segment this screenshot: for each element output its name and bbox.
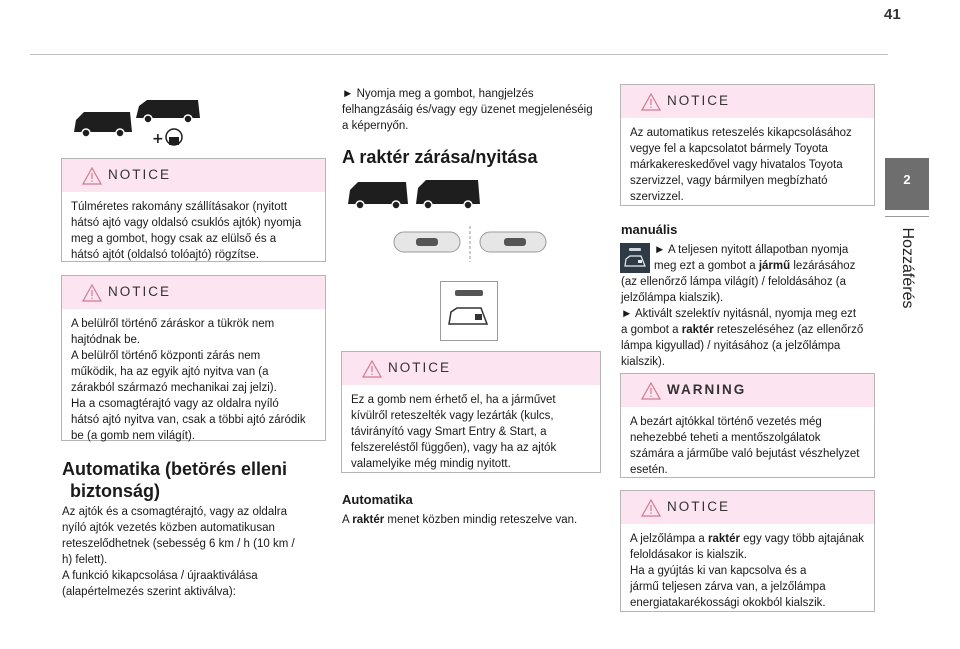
warning-triangle-icon <box>641 93 661 111</box>
body-line: Az ajtók és a csomagtérajtó, vagy az oldalra <box>62 506 288 518</box>
bold-term: raktér <box>352 514 385 526</box>
notice-line: hajtódnak be. <box>71 334 141 346</box>
notice-line: felszereléstől függően), vagy ha az ajtók <box>351 442 557 454</box>
notice-box-indicator-lamp <box>620 490 875 612</box>
warning-line: számára a járműbe való bejutást vészhelyzet <box>630 448 860 460</box>
notice-title: NOTICE <box>667 93 731 108</box>
plus-icon: + <box>152 131 164 147</box>
notice-line: Ez a gomb nem érhető el, ha a járművet <box>351 394 556 406</box>
notice-box-button-unavailable <box>341 351 601 473</box>
chapter-tab[interactable] <box>885 158 929 210</box>
text-run: a gombot a <box>621 324 682 336</box>
notice-line <box>630 531 865 547</box>
notice-line: hátsó ajtó nyitva van, csak a többi ajtó záródik <box>71 414 306 426</box>
notice-line: hátsó ajtó vagy oldalsó csuklós ajtók) nyomja <box>71 217 302 229</box>
warning-line: nehezebbé teheti a mentőszolgálatok <box>630 432 821 444</box>
notice-box-oversized-load <box>61 158 326 262</box>
notice-line: Az automatikus reteszelés kikapcsolásához <box>630 127 852 139</box>
section-heading-cargo: A raktér zárása/nyitása <box>342 147 538 167</box>
warning-title: WARNING <box>667 382 747 397</box>
notice-header <box>62 276 325 309</box>
body-line: lámpa kigyullad) / nyitásához (a jelzőlámpa <box>621 340 841 352</box>
notice-line: Ha a gyújtás ki van kapcsolva és a <box>630 565 807 577</box>
subheading-manual: manuális <box>621 222 678 237</box>
heading-line: Automatika (betörés elleni <box>62 459 288 479</box>
warning-triangle-icon <box>82 284 102 302</box>
bold-term: raktér <box>708 533 740 545</box>
notice-title: NOTICE <box>667 499 731 514</box>
body-line <box>621 258 879 274</box>
van-pair-lock-illustration <box>70 98 210 150</box>
text-run: menet közben mindig reteszelve van. <box>384 514 578 526</box>
header-rule <box>30 54 888 55</box>
notice-line: be (a gomb nem világít). <box>71 430 196 442</box>
chapter-number: 2 <box>903 172 911 187</box>
notice-line: zárakból származó mechanikai zaj jelzi). <box>71 382 277 394</box>
heading-line: biztonság) <box>70 481 160 501</box>
notice-line: távirányító vagy Smart Entry & Start, a <box>351 426 547 438</box>
van-pair-illustration <box>346 176 486 212</box>
notice-header <box>342 352 600 385</box>
cargo-lock-button[interactable] <box>440 281 498 341</box>
body-line: ► Aktivált szelektív nyitásnál, nyomja meg ezt <box>621 308 857 320</box>
warning-triangle-icon <box>641 382 661 400</box>
body-line: ► A teljesen nyitott állapotban nyomja <box>654 244 849 256</box>
body-line: (alapértelmezés szerint aktiválva): <box>62 586 236 598</box>
notice-title: NOTICE <box>108 284 172 299</box>
body-line: kialszik). <box>621 356 666 368</box>
body-line: felhangzásáig és/vagy egy üzenet megjelenéséig <box>342 104 593 116</box>
notice-box-inner-locking <box>61 275 326 441</box>
notice-box-auto-locking-disable <box>620 84 875 206</box>
warning-box-locked-doors <box>620 373 875 478</box>
section-body-automatic <box>62 504 332 600</box>
warning-triangle-icon <box>641 499 661 517</box>
bold-term: jármű <box>758 260 791 272</box>
text-run: lezárásához <box>790 260 856 272</box>
body-line: nyíló ajtók vezetés közben automatikusan <box>62 522 275 534</box>
notice-line: márkakereskedővel vagy hivatalos Toyota <box>630 159 843 171</box>
body-line: jelzőlámpa kialszik). <box>621 292 724 304</box>
page-number: 41 <box>884 6 901 23</box>
warning-line: esetén. <box>630 464 668 476</box>
text-run: A <box>342 514 353 526</box>
van-icon <box>74 112 132 132</box>
notice-line: szervizzel. <box>630 191 684 203</box>
body-line: (az ellenőrző lámpa világít) / feloldásához (a <box>621 276 847 288</box>
warning-triangle-icon <box>362 360 382 378</box>
text-run: meg ezt a gombot a <box>654 260 759 272</box>
warning-triangle-icon <box>82 167 102 185</box>
notice-line: Túlméretes rakomány szállításakor (nyitott <box>71 201 288 213</box>
van-lock-icon <box>441 282 497 340</box>
body-line <box>621 322 879 338</box>
body-line: reteszelődhetnek (sebesség 6 km / h (10 km / <box>62 538 295 550</box>
text-run: egy vagy több ajtajának <box>739 533 864 545</box>
notice-title: NOTICE <box>108 167 172 182</box>
notice-line: Ha a csomagtérajtó vagy az oldalra nyíló <box>71 398 279 410</box>
chapter-divider <box>885 216 929 217</box>
door-handle-illustration <box>392 224 552 264</box>
notice-header <box>621 491 874 524</box>
notice-title: NOTICE <box>388 360 452 375</box>
automatic-cargo-text <box>342 512 607 528</box>
body-line: h) felett). <box>62 554 108 566</box>
van-icon <box>416 180 480 204</box>
warning-header <box>621 374 874 407</box>
van-icon <box>348 182 408 204</box>
notice-line: valamelyike még mindig nyitott. <box>351 458 511 470</box>
text-run: A jelzőlámpa a <box>630 533 708 545</box>
manual-instructions <box>621 242 879 370</box>
bold-term: raktér <box>681 324 714 336</box>
section-heading-automatic <box>62 458 332 502</box>
body-line: a képernyőn. <box>342 120 409 132</box>
chapter-title: Hozzáférés <box>899 227 916 309</box>
notice-line: működik, ha az egyik ajtó nyitva van (a <box>71 366 269 378</box>
body-line: A funkció kikapcsolása / újraaktiválása <box>62 570 258 582</box>
notice-line: vegye fel a kapcsolatot bármely Toyota <box>630 143 828 155</box>
notice-line: hátsó ajtót (oldalsó tolóajtó) rögzítse. <box>71 249 259 261</box>
notice-line: jármű teljesen zárva van, a jelzőlámpa <box>630 581 826 593</box>
press-button-instruction <box>342 86 607 134</box>
notice-line: feloldásakor is kialszik. <box>630 549 747 561</box>
notice-line: kívülről reteszelték vagy lezárták (kulcs, <box>351 410 554 422</box>
notice-header <box>62 159 325 192</box>
notice-line: energiatakarékossági okokból kialszik. <box>630 597 826 609</box>
notice-line: meg a gombot, hogy csak az elülső és a <box>71 233 277 245</box>
subheading-automatic: Automatika <box>342 492 413 507</box>
notice-header <box>621 85 874 118</box>
body-line: ► Nyomja meg a gombot, hangjelzés <box>342 88 534 100</box>
warning-line: A bezárt ajtókkal történő vezetés még <box>630 416 822 428</box>
notice-line: szervizzel, vagy bármilyen megbízható <box>630 175 828 187</box>
notice-line: A belülről történő záráskor a tükrök nem <box>71 318 275 330</box>
text-run: reteszeléséhez (az ellenőrző <box>713 324 864 336</box>
notice-line: A belülről történő központi zárás nem <box>71 350 261 362</box>
